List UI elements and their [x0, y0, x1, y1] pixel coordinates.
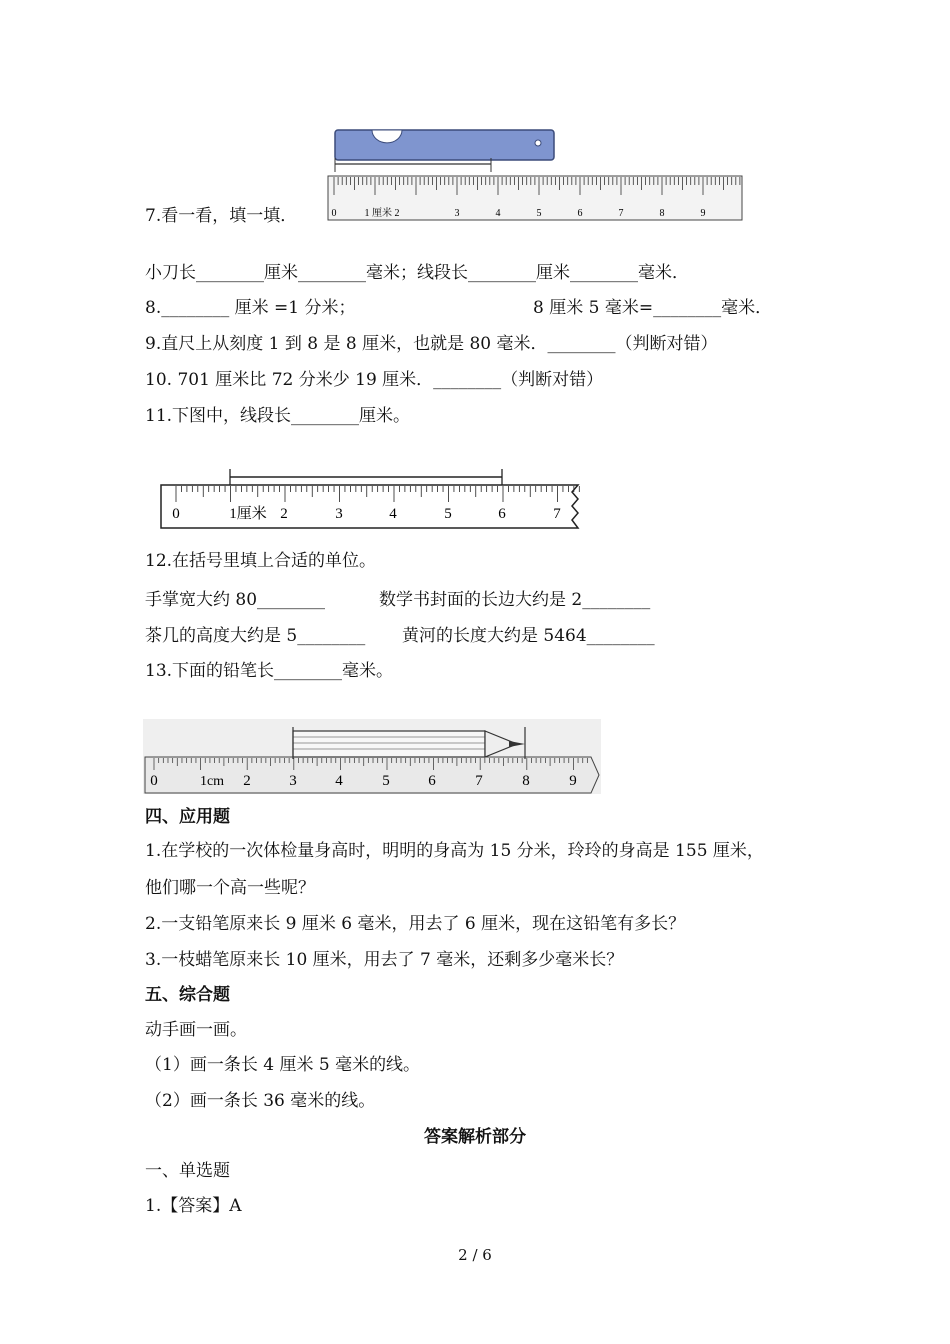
- ruler-label: 9: [569, 773, 577, 789]
- answer-1: 1.【答案】A: [145, 1196, 242, 1216]
- ruler-label: 3: [454, 208, 460, 219]
- q7-prompt: 7.看一看，填一填．: [145, 206, 298, 226]
- q12-c: 茶几的高度大约是 5________: [145, 626, 366, 646]
- ruler-label: 2: [280, 506, 288, 522]
- q12-b: 数学书封面的长边大约是 2________: [379, 590, 651, 610]
- q13-text: 13.下面的铅笔长________毫米。: [145, 661, 394, 681]
- knife-hole: [535, 140, 541, 146]
- section4-p1-line2: 他们哪一个高一些呢？: [145, 878, 315, 898]
- ruler-label: 9: [700, 208, 706, 219]
- q7-fill: 小刀长________厘米________毫米；线段长________厘米________毫米．: [145, 263, 689, 283]
- ruler-label: 4: [389, 506, 397, 522]
- ruler-label: 1厘米: [229, 506, 267, 522]
- q12-a: 手掌宽大约 80________: [145, 590, 326, 610]
- ruler-label: 6: [577, 208, 583, 219]
- q12-text: 12.在括号里填上合适的单位。: [145, 551, 377, 571]
- ruler-label: 1cm: [199, 774, 225, 789]
- ruler-label: 7: [618, 208, 624, 219]
- q11-text: 11.下图中，线段长________厘米。: [145, 406, 411, 426]
- section5-title: 五、综合题: [145, 985, 230, 1005]
- ruler-body: [161, 485, 578, 528]
- ruler-label: 5: [382, 773, 390, 789]
- ruler-label: 6: [428, 773, 436, 789]
- ruler-label: 6: [498, 506, 506, 522]
- q10: 10. 701 厘米比 72 分米少 19 厘米．________（判断对错）: [145, 370, 604, 390]
- section4-p3: 3.一枝蜡笔原来长 10 厘米，用去了 7 毫米，还剩多少毫米长？: [145, 950, 624, 970]
- ruler-label: 4: [335, 773, 343, 789]
- page-number: 2 / 6: [458, 1246, 492, 1264]
- q13-ruler-figure: [143, 719, 603, 795]
- q11-ruler-figure: [158, 466, 588, 532]
- ruler-label: 8: [522, 773, 530, 789]
- section5-item2: （2）画一条长 36 毫米的线。: [145, 1091, 376, 1111]
- q12-d: 黄河的长度大约是 5464________: [402, 626, 655, 646]
- section5-item1: （1）画一条长 4 厘米 5 毫米的线。: [145, 1055, 421, 1075]
- q8-right: 8 厘米 5 毫米=________毫米．: [533, 298, 773, 318]
- q9: 9.直尺上从刻度 1 到 8 是 8 厘米，也就是 80 毫米．________（判断对错）: [145, 334, 718, 354]
- ruler-label: 0: [172, 506, 180, 522]
- ruler-label: 2: [243, 773, 251, 789]
- section4-p1-line1: 1.在学校的一次体检量身高时，明明的身高为 15 分米，玲玲的身高是 155 厘米，: [145, 841, 764, 861]
- ruler-label: 7: [553, 506, 561, 522]
- knife: [335, 130, 554, 160]
- ruler-label: 0: [150, 773, 158, 789]
- ruler-label: 8: [659, 208, 665, 219]
- ruler-label: 5: [444, 506, 452, 522]
- q8-left: 8.________ 厘米 =1 分米；: [145, 298, 356, 318]
- ruler-label: 4: [495, 208, 501, 219]
- answers-section1: 一、单选题: [145, 1161, 230, 1181]
- section5-intro: 动手画一画。: [145, 1020, 247, 1040]
- ruler-label: 0: [331, 208, 337, 219]
- section4-title: 四、应用题: [145, 807, 230, 827]
- ruler-label: 5: [536, 208, 542, 219]
- q7-ruler-figure: [326, 128, 746, 224]
- ruler-label: 1 厘米 2: [364, 208, 400, 219]
- ruler-label: 7: [475, 773, 483, 789]
- ruler-label: 3: [289, 773, 297, 789]
- section4-p2: 2.一支铅笔原来长 9 厘米 6 毫米，用去了 6 厘米，现在这铅笔有多长？: [145, 914, 686, 934]
- answers-title: 答案解析部分: [424, 1127, 526, 1147]
- ruler-label: 3: [335, 506, 343, 522]
